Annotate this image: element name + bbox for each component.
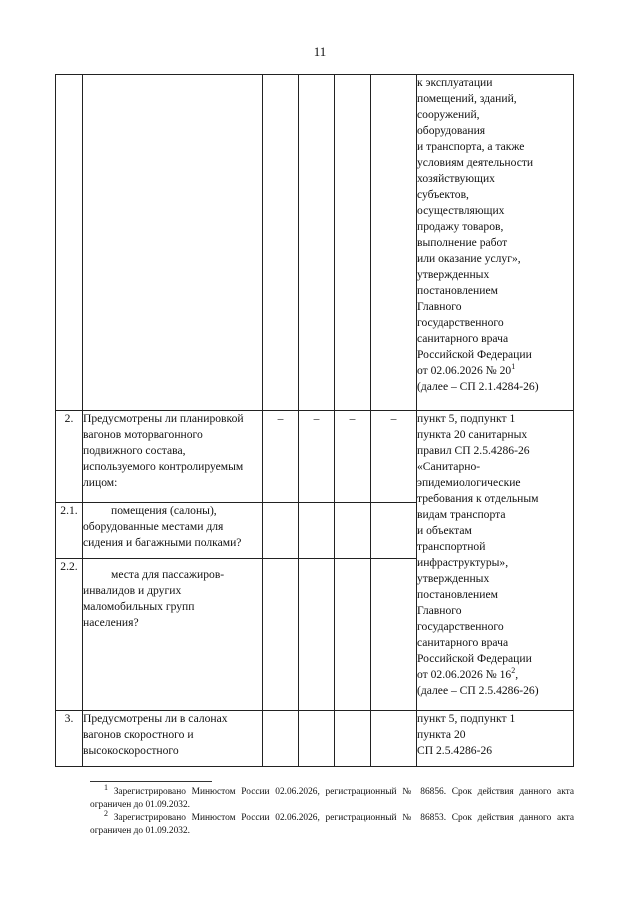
ref-line: продажу товаров, xyxy=(417,220,504,233)
answer-yes-cell xyxy=(263,75,299,411)
question-line: населения? xyxy=(83,616,139,629)
ref-line: Главного xyxy=(417,604,462,617)
ref-line: пункт 5, подпункт 1 xyxy=(417,412,516,425)
question-line: маломобильных групп xyxy=(83,600,195,613)
question-line: высокоскоростного xyxy=(83,744,179,757)
ref-line: от 02.06.2026 № $16^2$, xyxy=(417,666,519,681)
ref-line: Российской Федерации xyxy=(417,652,532,665)
ref-line: государственного xyxy=(417,316,504,329)
ref-line: постановлением xyxy=(417,588,498,601)
footnote xyxy=(90,808,574,838)
ref-line: от 02.06.2026 № $20^1$ xyxy=(417,362,516,377)
table-row xyxy=(56,711,574,767)
question-cell xyxy=(83,75,263,411)
ref-line: выполнение работ xyxy=(417,236,508,249)
ref-line: эпидемиологические xyxy=(417,476,521,489)
ref-line: Российской Федерации xyxy=(417,348,532,361)
question-line: лицом: xyxy=(83,476,118,489)
ref-line: сооружений, xyxy=(417,108,480,121)
footnote-marker: 1 xyxy=(511,362,516,372)
footnote-marker: 1 xyxy=(104,782,108,792)
page-number: 11 xyxy=(313,44,327,59)
question-line: вагонов скоростного и xyxy=(83,728,194,741)
row-number: 2.2. xyxy=(56,559,83,711)
legal-reference-cell xyxy=(417,411,574,711)
answer-no-cell xyxy=(299,503,335,559)
ref-line: помещений, зданий, xyxy=(417,92,517,105)
answer-no-cell: – xyxy=(299,411,335,503)
ref-line: и объектам xyxy=(417,524,472,537)
ref-line: пункта 20 xyxy=(417,728,466,741)
ref-line: пункта 20 санитарных xyxy=(417,428,528,441)
ref-line: правил СП 2.5.4286-26 xyxy=(417,444,530,457)
footnote xyxy=(90,782,574,812)
ref-line: пункт 5, подпункт 1 xyxy=(417,712,516,725)
table-row xyxy=(56,411,574,503)
question-cell xyxy=(83,411,263,503)
ref-line: СП 2.5.4286-26 xyxy=(417,744,493,757)
answer-no-cell xyxy=(299,559,335,711)
note-cell xyxy=(371,711,417,767)
question-line: сидения и багажными полками? xyxy=(83,536,242,549)
ref-line: утвержденных xyxy=(417,572,490,585)
note-cell xyxy=(371,75,417,411)
legal-reference-cell xyxy=(417,711,574,767)
ref-line: (далее – СП 2.5.4286-26) xyxy=(417,684,539,697)
ref-line: утвержденных xyxy=(417,268,490,281)
answer-yes-cell xyxy=(263,711,299,767)
question-line: подвижного состава, xyxy=(83,444,186,457)
ref-line: субъектов, xyxy=(417,188,469,201)
footnote-marker: 2 xyxy=(104,808,108,818)
ref-line: «Санитарно- xyxy=(417,460,481,473)
ref-line: хозяйствующих xyxy=(417,172,495,185)
question-line: места для пассажиров- xyxy=(111,568,225,581)
legal-reference-cell xyxy=(417,75,574,411)
ref-line: и транспорта, а также xyxy=(417,140,525,153)
table-row xyxy=(56,75,574,411)
ref-line: инфраструктуры», xyxy=(417,556,509,569)
row-number: 2. xyxy=(56,411,83,503)
ref-line: постановлением xyxy=(417,284,498,297)
question-cell xyxy=(83,711,263,767)
answer-na-cell: – xyxy=(335,411,371,503)
question-cell xyxy=(83,559,263,711)
ref-line: осуществляющих xyxy=(417,204,505,217)
answer-yes-cell xyxy=(263,559,299,711)
ref-line: или оказание услуг», xyxy=(417,252,521,265)
ref-line: санитарного врача xyxy=(417,332,509,345)
ref-line: транспортной xyxy=(417,540,486,553)
footnote-marker: 2 xyxy=(511,666,516,676)
ref-line: видам транспорта xyxy=(417,508,506,521)
note-cell: – xyxy=(371,411,417,503)
question-line: инвалидов и других xyxy=(83,584,182,597)
ref-line: требования к отдельным xyxy=(417,492,539,505)
question-line: Предусмотрены ли в салонах xyxy=(83,712,228,725)
ref-line: (далее – СП 2.1.4284-26) xyxy=(417,380,539,393)
answer-na-cell xyxy=(335,559,371,711)
note-cell xyxy=(371,559,417,711)
answer-na-cell xyxy=(335,711,371,767)
answer-no-cell xyxy=(299,711,335,767)
answer-yes-cell xyxy=(263,503,299,559)
footnotes xyxy=(90,782,574,838)
answer-na-cell xyxy=(335,75,371,411)
answer-na-cell xyxy=(335,503,371,559)
question-line: вагонов моторвагонного xyxy=(83,428,203,441)
row-number: 2.1. xyxy=(56,503,83,559)
row-number-cell xyxy=(56,75,83,411)
answer-yes-cell: – xyxy=(263,411,299,503)
ref-line: Главного xyxy=(417,300,462,313)
footnote-separator xyxy=(90,781,212,782)
question-line: используемого контролируемым xyxy=(83,460,244,473)
footnote-text: Зарегистрировано Минюстом России 02.06.2026, регистрационный № 86853. Срок действия данного акта ограничен до 01.09.2032. xyxy=(90,813,574,836)
checklist-table xyxy=(55,74,574,767)
note-cell xyxy=(371,503,417,559)
question-line: Предусмотрены ли планировкой xyxy=(83,412,244,425)
ref-line: к эксплуатации xyxy=(417,76,493,89)
ref-line: условиям деятельности xyxy=(417,156,534,169)
ref-line: государственного xyxy=(417,620,504,633)
ref-line: санитарного врача xyxy=(417,636,509,649)
ref-line: оборудования xyxy=(417,124,486,137)
answer-no-cell xyxy=(299,75,335,411)
footnote-text: Зарегистрировано Минюстом России 02.06.2026, регистрационный № 86856. Срок действия данного акта ограничен до 01.09.2032. xyxy=(90,787,574,810)
question-line: оборудованные местами для xyxy=(83,520,224,533)
question-line: помещения (салоны), xyxy=(111,504,217,517)
question-cell xyxy=(83,503,263,559)
row-number: 3. xyxy=(56,711,83,767)
